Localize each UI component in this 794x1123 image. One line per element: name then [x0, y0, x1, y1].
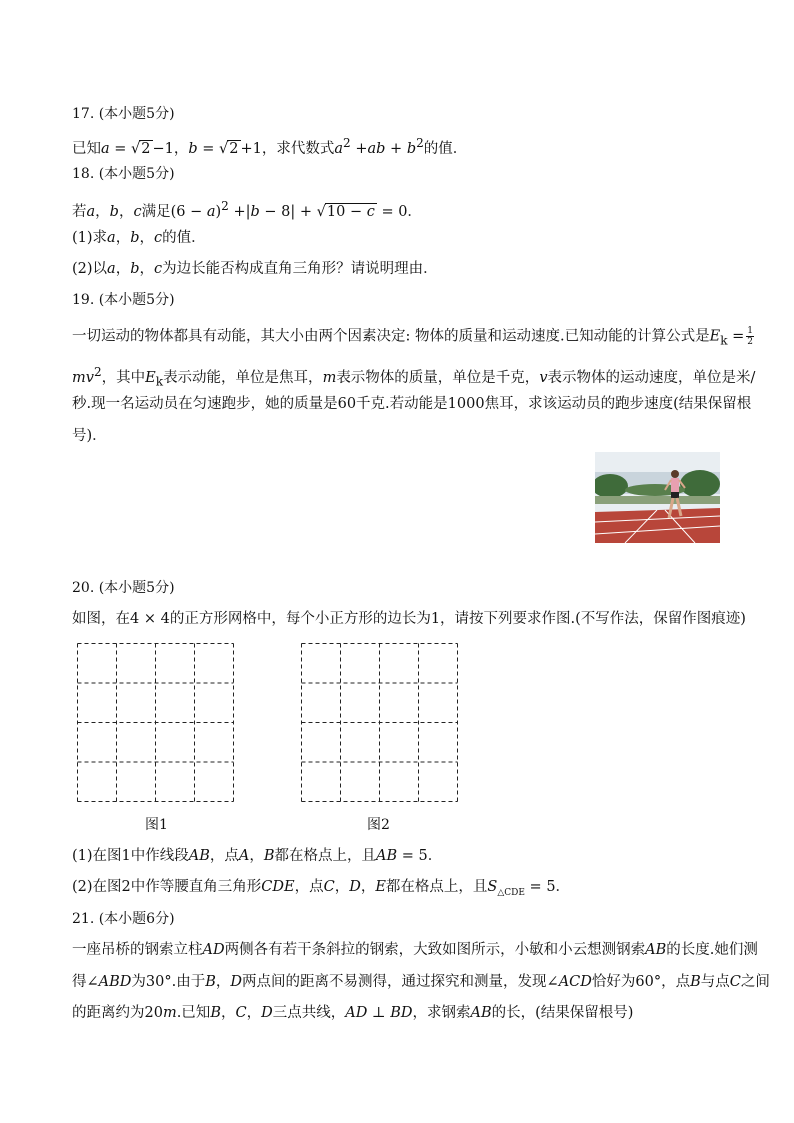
q21-line1: 一座吊桥的钢索立柱AD两侧各有若干条斜拉的钢索，大致如图所示，小敏和小云想测钢索AB的长度.她们测: [72, 942, 758, 958]
runner-photo: [595, 452, 720, 543]
q18-condition: 若a，b，c满足$(6 - a)^2 +|b - 8| + √10 - c = 0$．: [72, 199, 422, 220]
figure-2-caption: 图2: [367, 817, 390, 833]
q18-part1: (1)求a，b，c的值．: [72, 230, 206, 246]
q20-part1: (1)在图1中作线段AB，点A，B都在格点上，且AB = 5．: [72, 848, 443, 864]
q19-line4: 号)．: [72, 428, 107, 444]
grid-figure-2: [301, 643, 458, 802]
q20-header: 20. (本小题5分): [72, 580, 175, 596]
grid-figure-1: [77, 643, 234, 802]
q18-header: 18. (本小题5分): [72, 166, 175, 182]
q20-part2: (2)在图2中作等腰直角三角形CDE，点C，D，E都在格点上，且$S_{\triangle CDE} = 5$．: [72, 879, 571, 898]
q19-line2: $mv^2$，其中$E_k$表示动能，单位是焦耳，m表示物体的质量，单位是千克，v表示物体的运动速度，单位是米/: [72, 365, 756, 389]
q19-line3: 秒.现一名运动员在匀速跑步，她的质量是60千克.若动能是1000焦耳，求该运动员的跑步速度(结果保留根: [72, 396, 752, 412]
q19-line1: 一切运动的物体都具有动能，其大小由两个因素决定: 物体的质量和运动速度.已知动能的计算公式是$E_k$ = $\frac{1}{2}$: [72, 326, 754, 348]
figure-1-caption: 图1: [145, 817, 168, 833]
q19-header: 19. (本小题5分): [72, 292, 175, 308]
q21-line3: 的距离约为20m.已知B，C，D三点共线，AD ⊥ BD，求钢索AB的长，(结果保留根号): [72, 1005, 634, 1021]
q21-header: 21. (本小题6分): [72, 911, 175, 927]
q18-part2: (2)以a，b，c为边长能否构成直角三角形？请说明理由．: [72, 261, 438, 277]
q17-header: 17. (本小题5分): [72, 106, 175, 122]
q21-line2: 得∠ABD为30°.由于B，D两点间的距离不易测得，通过探究和测量，发现∠ACD恰好为60°，点B与点C之间: [72, 974, 770, 990]
q20-instruction: 如图，在4 × 4的正方形网格中，每个小正方形的边长为1，请按下列要求作图.(不写作法，保留作图痕迹): [72, 611, 746, 627]
q17-statement: 已知a = √2 −1，b = √2 +1，求代数式$a^2 +ab + b^2$的值．: [72, 136, 468, 157]
